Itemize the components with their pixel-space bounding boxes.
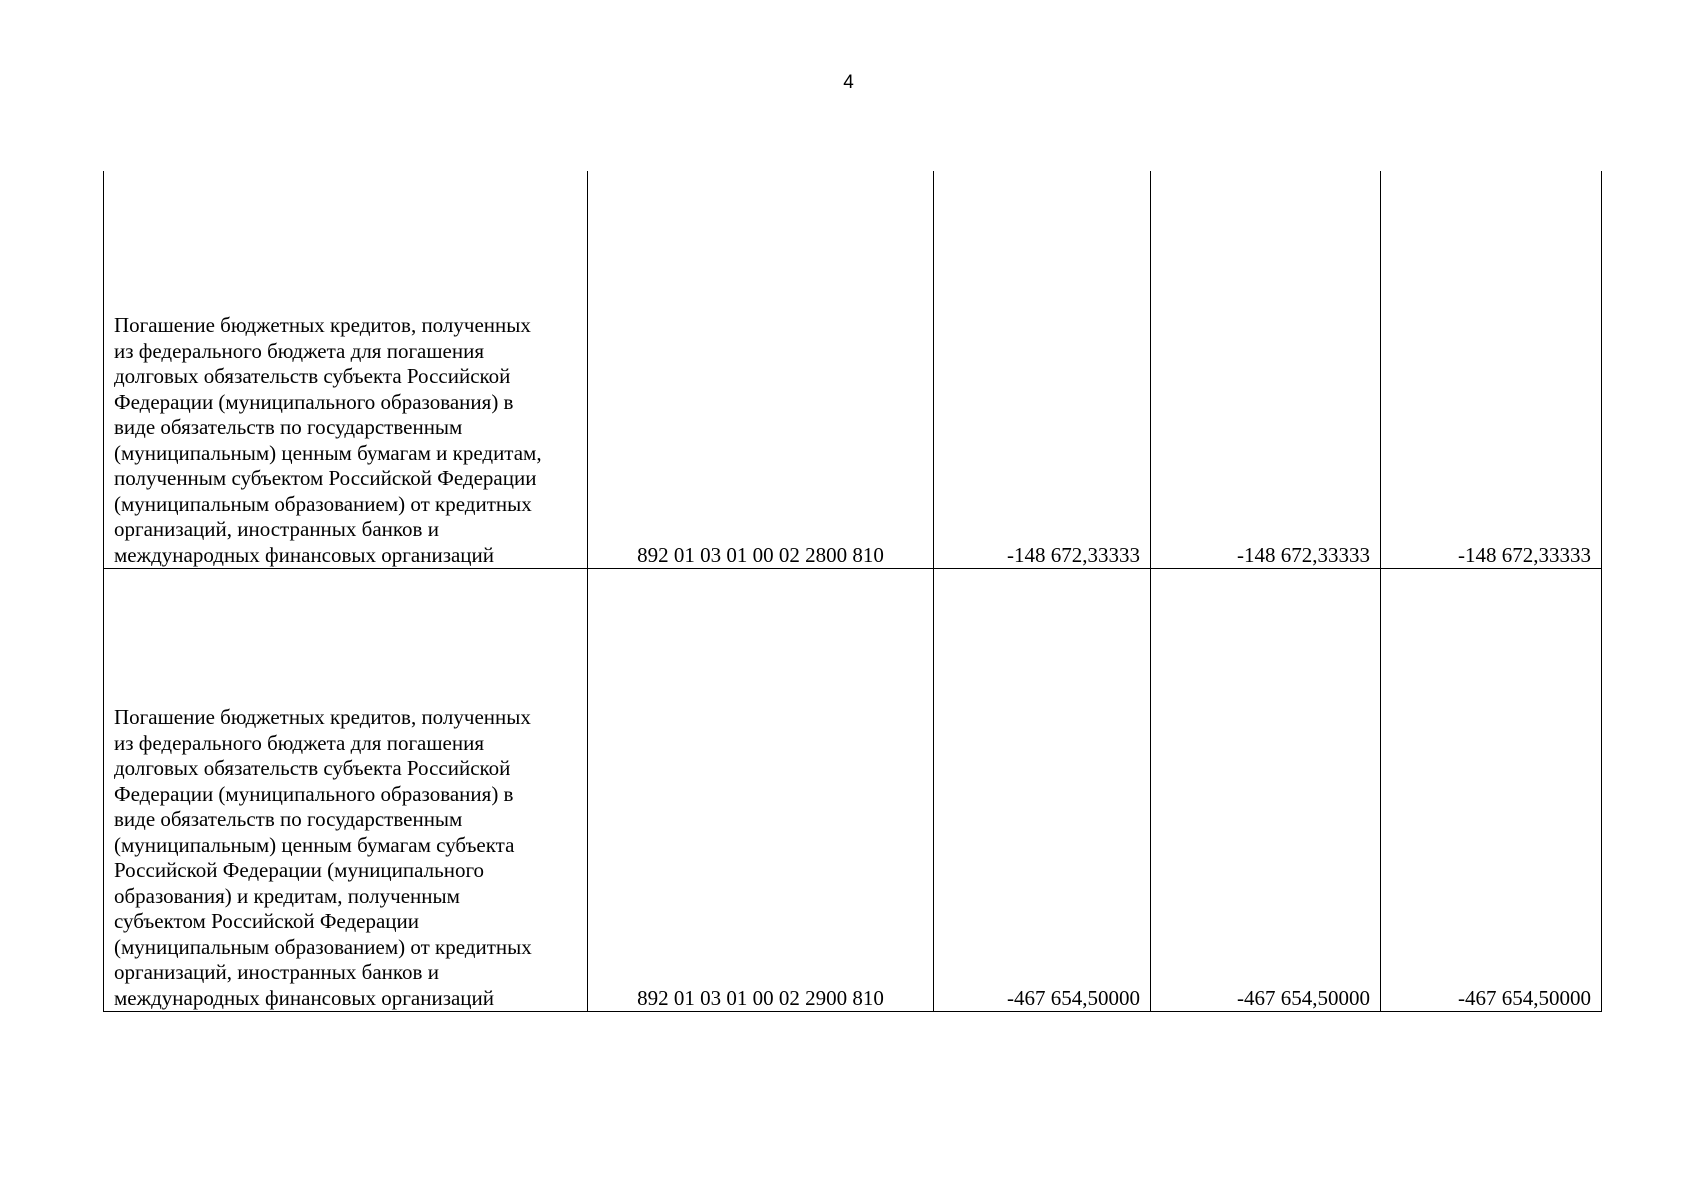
table-row	[104, 569, 1602, 1012]
row-description: Погашение бюджетных кредитов, полученных из федерального бюджета для погашения долговых обязательств субъекта Российской Федерации (муниципального образования) в виде обязательств по государственным (муниципальным) ценным бумагам и кредитам, полученным субъектом Российской Федерации (муниципальным образованием) от кредитных организаций, иностранных банков и международных финансовых организаций	[104, 171, 588, 569]
page-number: 4	[843, 72, 854, 93]
table-row	[104, 171, 1602, 569]
amount-cell: -467 654,50000	[1381, 569, 1602, 1012]
amount-cell: -467 654,50000	[1151, 569, 1381, 1012]
budget-classification-code: 892 01 03 01 00 02 2900 810	[588, 569, 934, 1012]
budget-table	[103, 171, 1602, 1012]
amount-cell: -148 672,33333	[1381, 171, 1602, 569]
amount-cell: -148 672,33333	[934, 171, 1151, 569]
row-description: Погашение бюджетных кредитов, полученных из федерального бюджета для погашения долговых обязательств субъекта Российской Федерации (муниципального образования) в виде обязательств по государственным (муниципальным) ценным бумагам субъекта Российской Федерации (муниципального образования) и кредитам, полученным субъектом Российской Федерации (муниципальным образованием) от кредитных организаций, иностранных банков и международных финансовых организаций	[104, 569, 588, 1012]
amount-cell: -148 672,33333	[1151, 171, 1381, 569]
budget-classification-code: 892 01 03 01 00 02 2800 810	[588, 171, 934, 569]
amount-cell: -467 654,50000	[934, 569, 1151, 1012]
